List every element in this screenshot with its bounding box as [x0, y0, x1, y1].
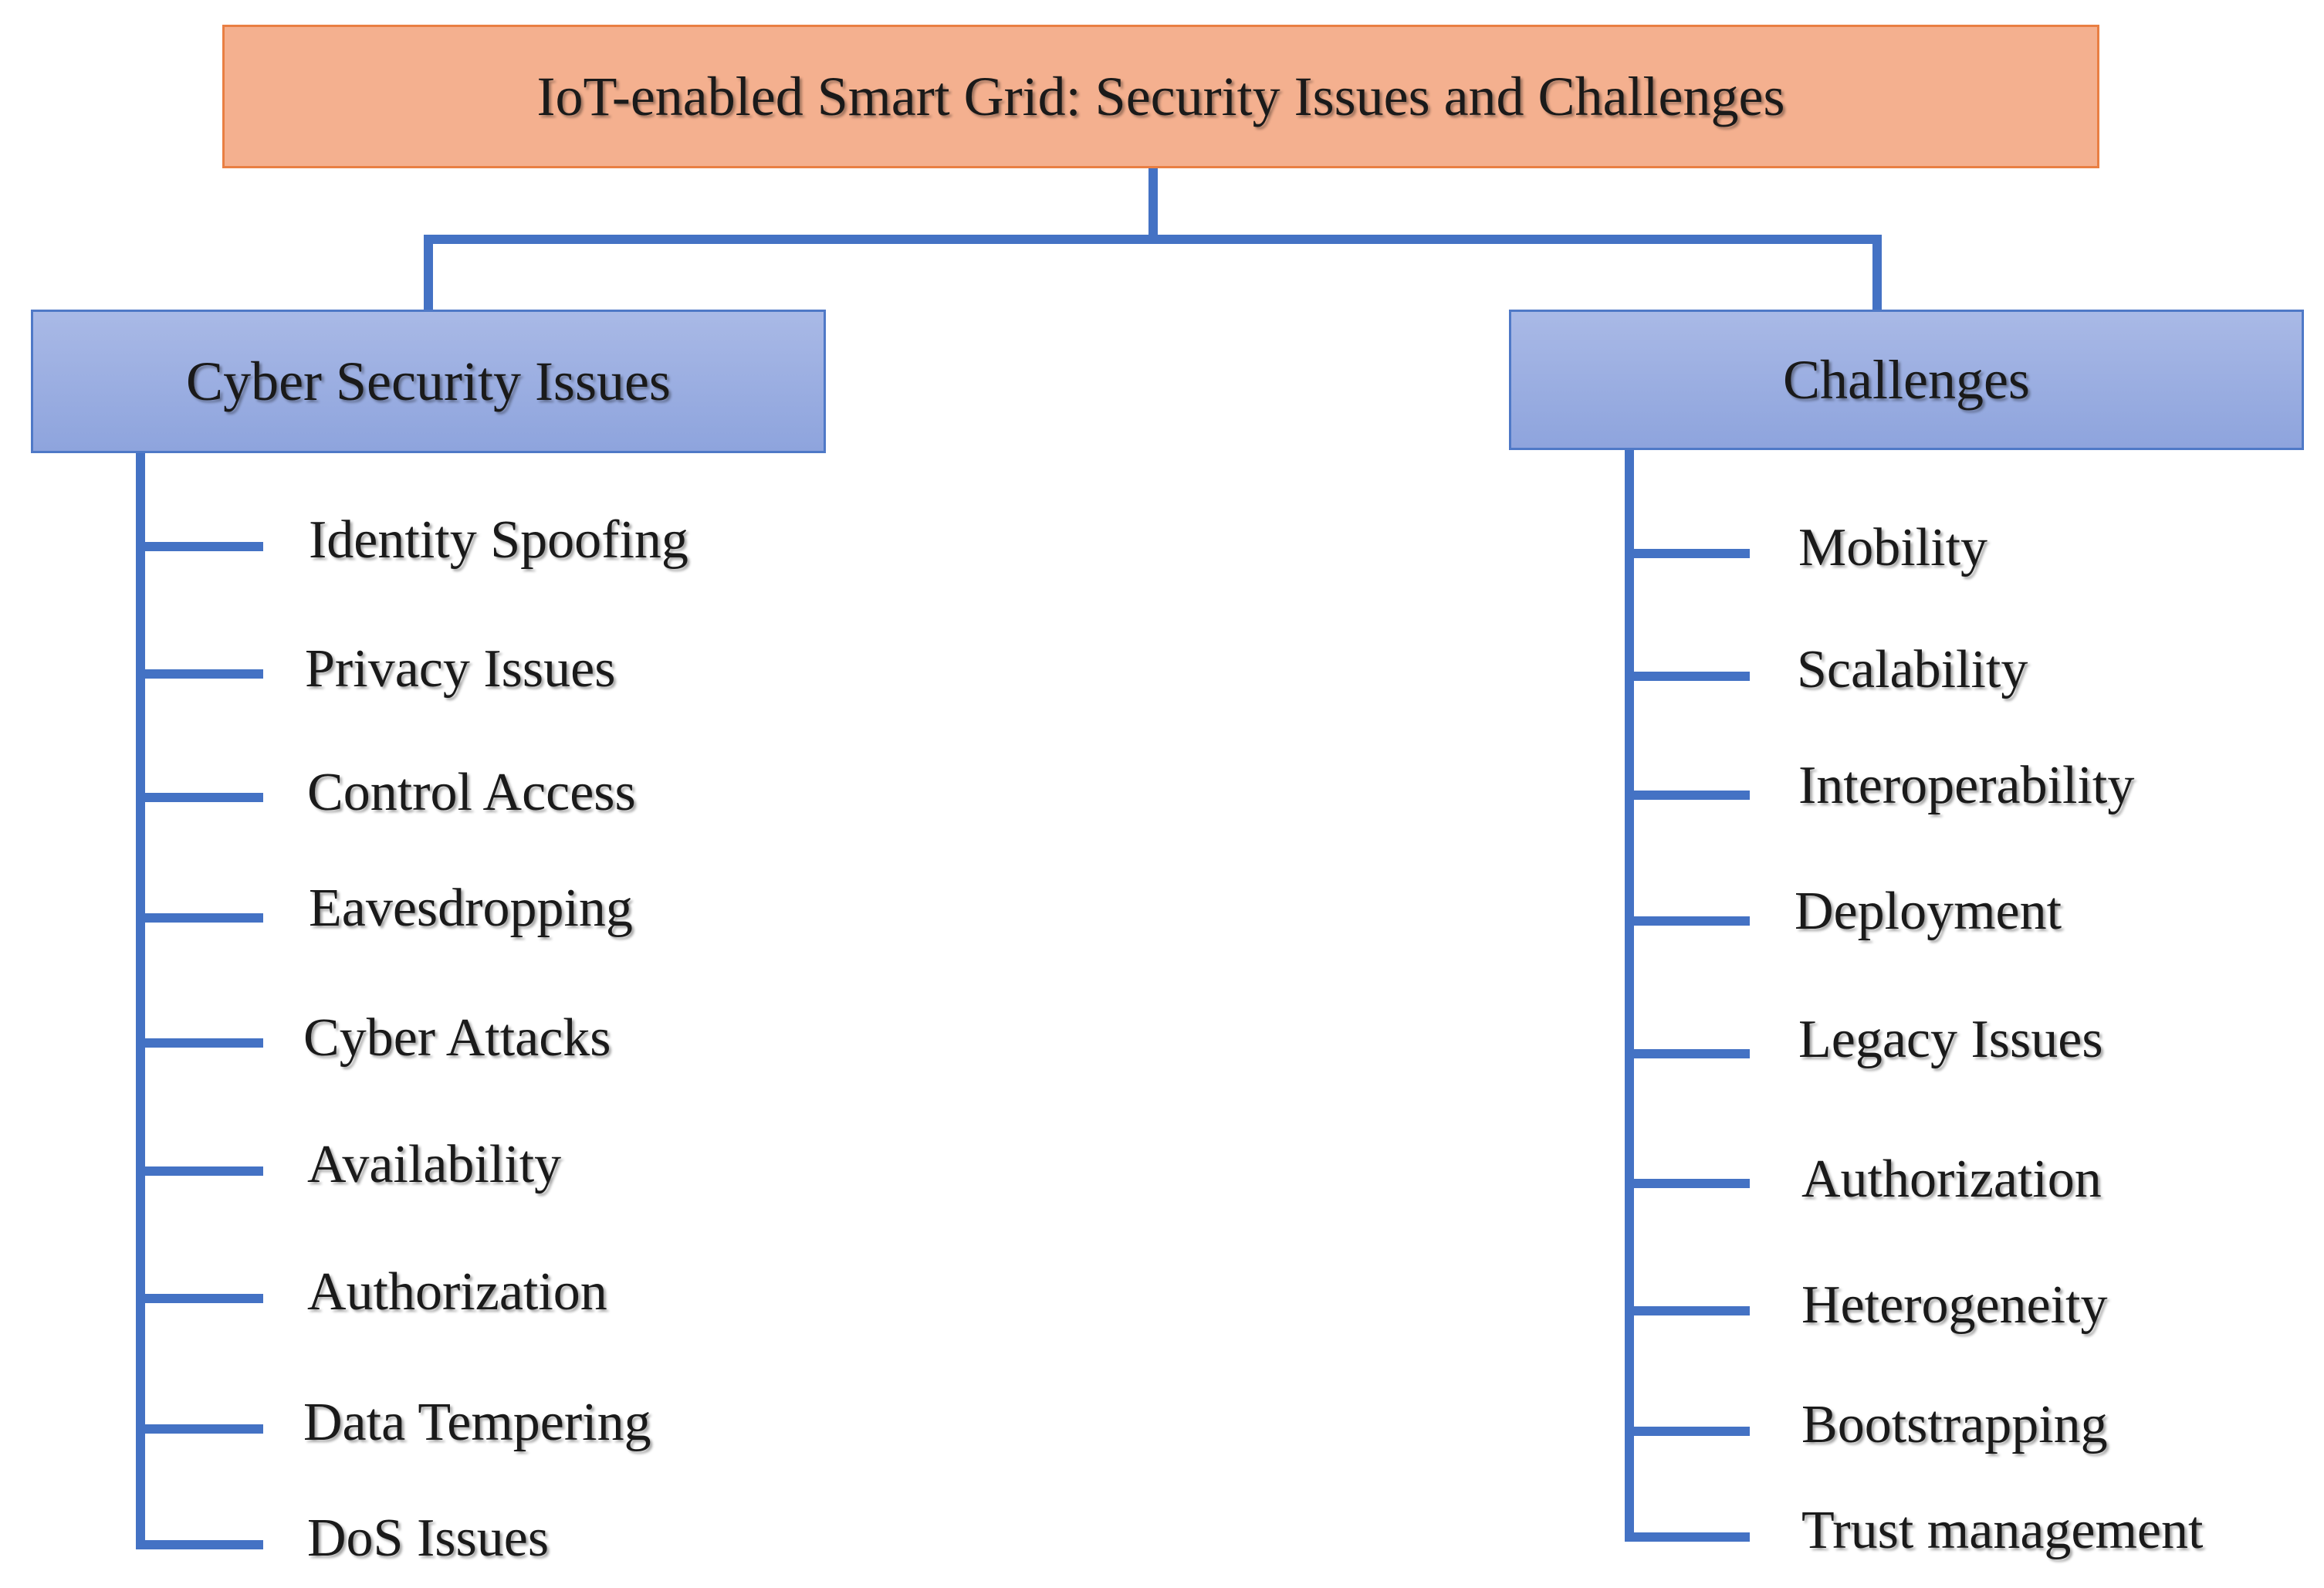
item-connector	[1625, 1049, 1750, 1058]
item-connector	[1625, 672, 1750, 681]
item-connector	[136, 1166, 263, 1176]
item-connector	[1625, 549, 1750, 558]
item-connector	[1625, 1306, 1750, 1315]
item-connector	[136, 669, 263, 679]
list-item: Data Tempering	[303, 1393, 651, 1452]
item-connector	[136, 1540, 263, 1549]
item-connector	[1625, 791, 1750, 800]
right-spine-connector	[1625, 450, 1634, 1540]
root-stem-connector	[1148, 168, 1158, 239]
list-item: Privacy Issues	[305, 639, 616, 699]
list-item: Eavesdropping	[309, 879, 633, 938]
item-connector	[1625, 1179, 1750, 1188]
left-branch-drop-connector	[424, 235, 433, 312]
category-node-challenges	[1509, 310, 2304, 450]
root-label: IoT-enabled Smart Grid: Security Issues and Challenges	[536, 65, 1785, 127]
list-item: Legacy Issues	[1798, 1010, 2103, 1069]
category-node-cyber-security-issues	[31, 310, 826, 453]
item-connector	[136, 1424, 263, 1434]
list-item: Control Access	[307, 763, 636, 822]
item-connector	[136, 1038, 263, 1048]
list-item: Deployment	[1795, 882, 2062, 941]
item-connector	[1625, 1532, 1750, 1542]
root-node	[222, 25, 2099, 168]
item-connector	[136, 793, 263, 802]
category-label: Cyber Security Issues	[186, 350, 671, 412]
horizontal-bar-connector	[424, 235, 1882, 244]
list-item: Cyber Attacks	[303, 1008, 611, 1068]
item-connector	[136, 542, 263, 551]
list-item: Identity Spoofing	[309, 510, 688, 570]
list-item: Scalability	[1797, 640, 2028, 699]
list-item: Mobility	[1798, 518, 1988, 577]
list-item: Interoperability	[1798, 756, 2135, 815]
right-branch-drop-connector	[1872, 235, 1882, 312]
item-connector	[1625, 916, 1750, 926]
list-item: Authorization	[1801, 1150, 2102, 1209]
item-connector	[136, 913, 263, 923]
list-item: DoS Issues	[307, 1508, 550, 1568]
list-item: Bootstrapping	[1801, 1395, 2108, 1454]
item-connector	[1625, 1427, 1750, 1436]
list-item: Availability	[307, 1135, 562, 1194]
list-item: Authorization	[307, 1262, 607, 1322]
item-connector	[136, 1294, 263, 1303]
list-item: Trust management	[1801, 1501, 2204, 1560]
list-item: Heterogeneity	[1801, 1275, 2108, 1335]
left-spine-connector	[136, 453, 145, 1549]
category-label: Challenges	[1783, 348, 2030, 411]
